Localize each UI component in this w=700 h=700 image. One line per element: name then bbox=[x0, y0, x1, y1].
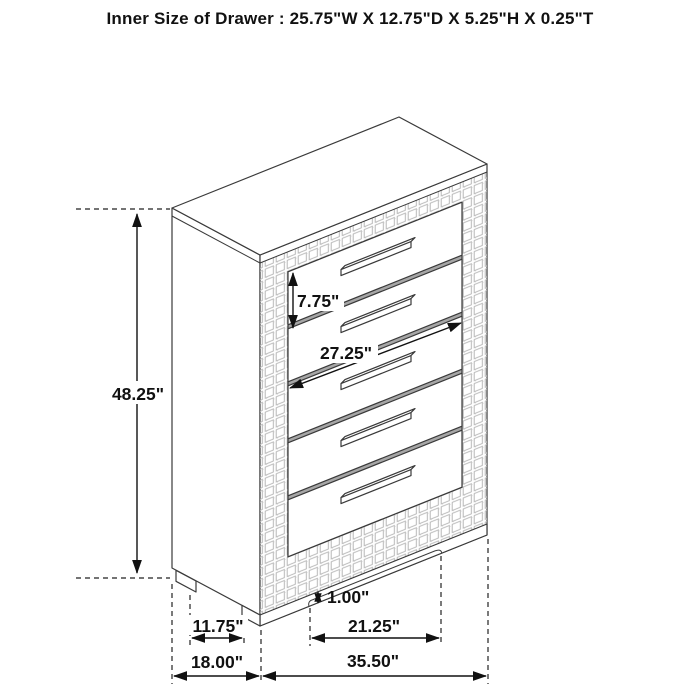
drawer-width-label: 27.25" bbox=[319, 343, 373, 363]
front-foot-spacing-label: 21.25" bbox=[347, 616, 401, 636]
plinth-height-label: 1.00" bbox=[327, 587, 370, 607]
diagram-title: Inner Size of Drawer : 25.75"W X 12.75"D X 5.25"H X 0.25"T bbox=[106, 9, 594, 28]
side-foot-spacing-label: 11.75" bbox=[192, 616, 244, 636]
height-label: 48.25" bbox=[111, 384, 165, 404]
chest-left-side-panel bbox=[172, 208, 260, 615]
width-label: 35.50" bbox=[346, 651, 400, 671]
drawer-height-label: 7.75" bbox=[297, 291, 340, 311]
chest-illustration bbox=[172, 117, 487, 626]
depth-label: 18.00" bbox=[190, 652, 244, 672]
